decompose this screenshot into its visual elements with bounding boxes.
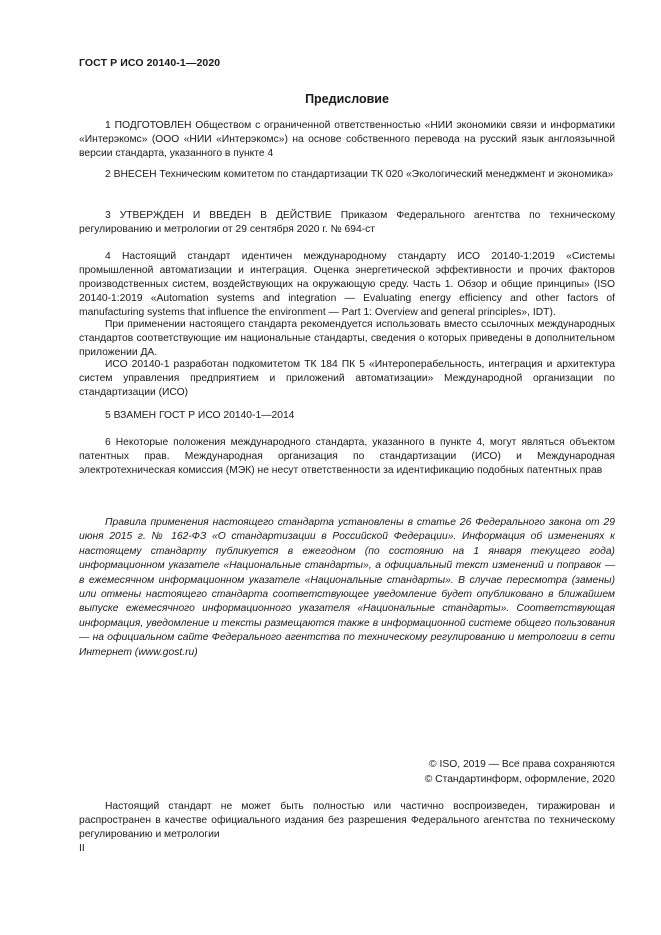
page-number: II bbox=[79, 843, 85, 854]
paragraph-developed-by: ИСО 20140-1 разработан подкомитетом ТК 184 ПК 5 «Интероперабельность, интеграция и архитектура систем управления предприятием и приложений автоматизации» Международной организации по стандартизации (ИСО) bbox=[79, 359, 615, 398]
paragraph-identical-standard: 4 Настоящий стандарт идентичен международному стандарту ИСО 20140-1:2019 «Системы промышленной автоматизации и интеграция. Оценка энергетической эффективности и прочих факторов производственных систем, воздействующих на окружающую среду. Часть 1. Обзор и общие принципы» (ISO 20140-1:2019 «Automation systems and integration — Evaluating energy efficiency and other factors of manufacturing systems that influence the environment — Part 1: Overview and general principles», IDT). bbox=[79, 251, 615, 318]
copyright-block bbox=[425, 758, 615, 787]
copyright-iso: © ISO, 2019 — Все права сохраняются bbox=[429, 759, 615, 770]
paragraph-patent-rights: 6 Некоторые положения международного стандарта, указанного в пункте 4, могут являться объектом патентных прав. Международная организация по стандартизации (ИСО) и Международная электротехническая комиссия (МЭК) не несут ответственности за идентификацию подобных патентных прав bbox=[79, 437, 615, 476]
paragraph-replaces: 5 ВЗАМЕН ГОСТ Р ИСО 20140-1—2014 bbox=[105, 410, 295, 421]
document-code-header: ГОСТ Р ИСО 20140-1—2020 bbox=[79, 57, 221, 69]
paragraph-prepared-by: 1 ПОДГОТОВЛЕН Обществом с ограниченной ответственностью «НИИ экономики связи и информатики «Интерэкомс» (ООО «НИИ «Интерэкомс») на основе собственного перевода на русский язык англоязычной версии стандарта, указанного в пункте 4 bbox=[79, 120, 615, 159]
paragraph-reference-standards: При применении настоящего стандарта рекомендуется использовать вместо ссылочных международных стандартов соответствующие им национальные стандарты, сведения о которых приведены в дополнительном приложении ДА. bbox=[79, 319, 615, 358]
application-rules-notice: Правила применения настоящего стандарта установлены в статье 26 Федерального закона от 29 июня 2015 г. № 162-ФЗ «О стандартизации в Российской Федерации». Информация об изменениях к настоящему стандарту публикуется в ежегодном (по состоянию на 1 января текущего года) информационном указателе «Национальные стандарты», а официальный текст изменений и поправок — в ежемесячном информационном указателе «Национальные стандарты». В случае пересмотра (замены) или отмены настоящего стандарта соответствующее уведомление будет опубликовано в ближайшем выпуске ежемесячного информационного указателя «Национальные стандарты». Соответствующая информация, уведомление и тексты размещаются также в информационной системе общего пользования — на официальном сайте Федерального агентства по техническому регулированию и метрологии в сети Интернет (www.gost.ru) bbox=[79, 517, 615, 658]
page-title: Предисловие bbox=[305, 92, 389, 106]
paragraph-submitted-by: 2 ВНЕСЕН Техническим комитетом по стандартизации ТК 020 «Экологический менеджмент и экономика» bbox=[105, 169, 614, 180]
copyright-standartinform: © Стандартинформ, оформление, 2020 bbox=[424, 773, 615, 785]
reproduction-statement: Настоящий стандарт не может быть полностью или частично воспроизведен, тиражирован и распространен в качестве официального издания без разрешения Федерального агентства по техническому регулированию и метрологии bbox=[79, 801, 615, 840]
paragraph-approved: 3 УТВЕРЖДЕН И ВВЕДЕН В ДЕЙСТВИЕ Приказом Федерального агентства по техническому регулированию и метрологии от 29 сентября 2020 г. № 694-ст bbox=[79, 210, 615, 235]
